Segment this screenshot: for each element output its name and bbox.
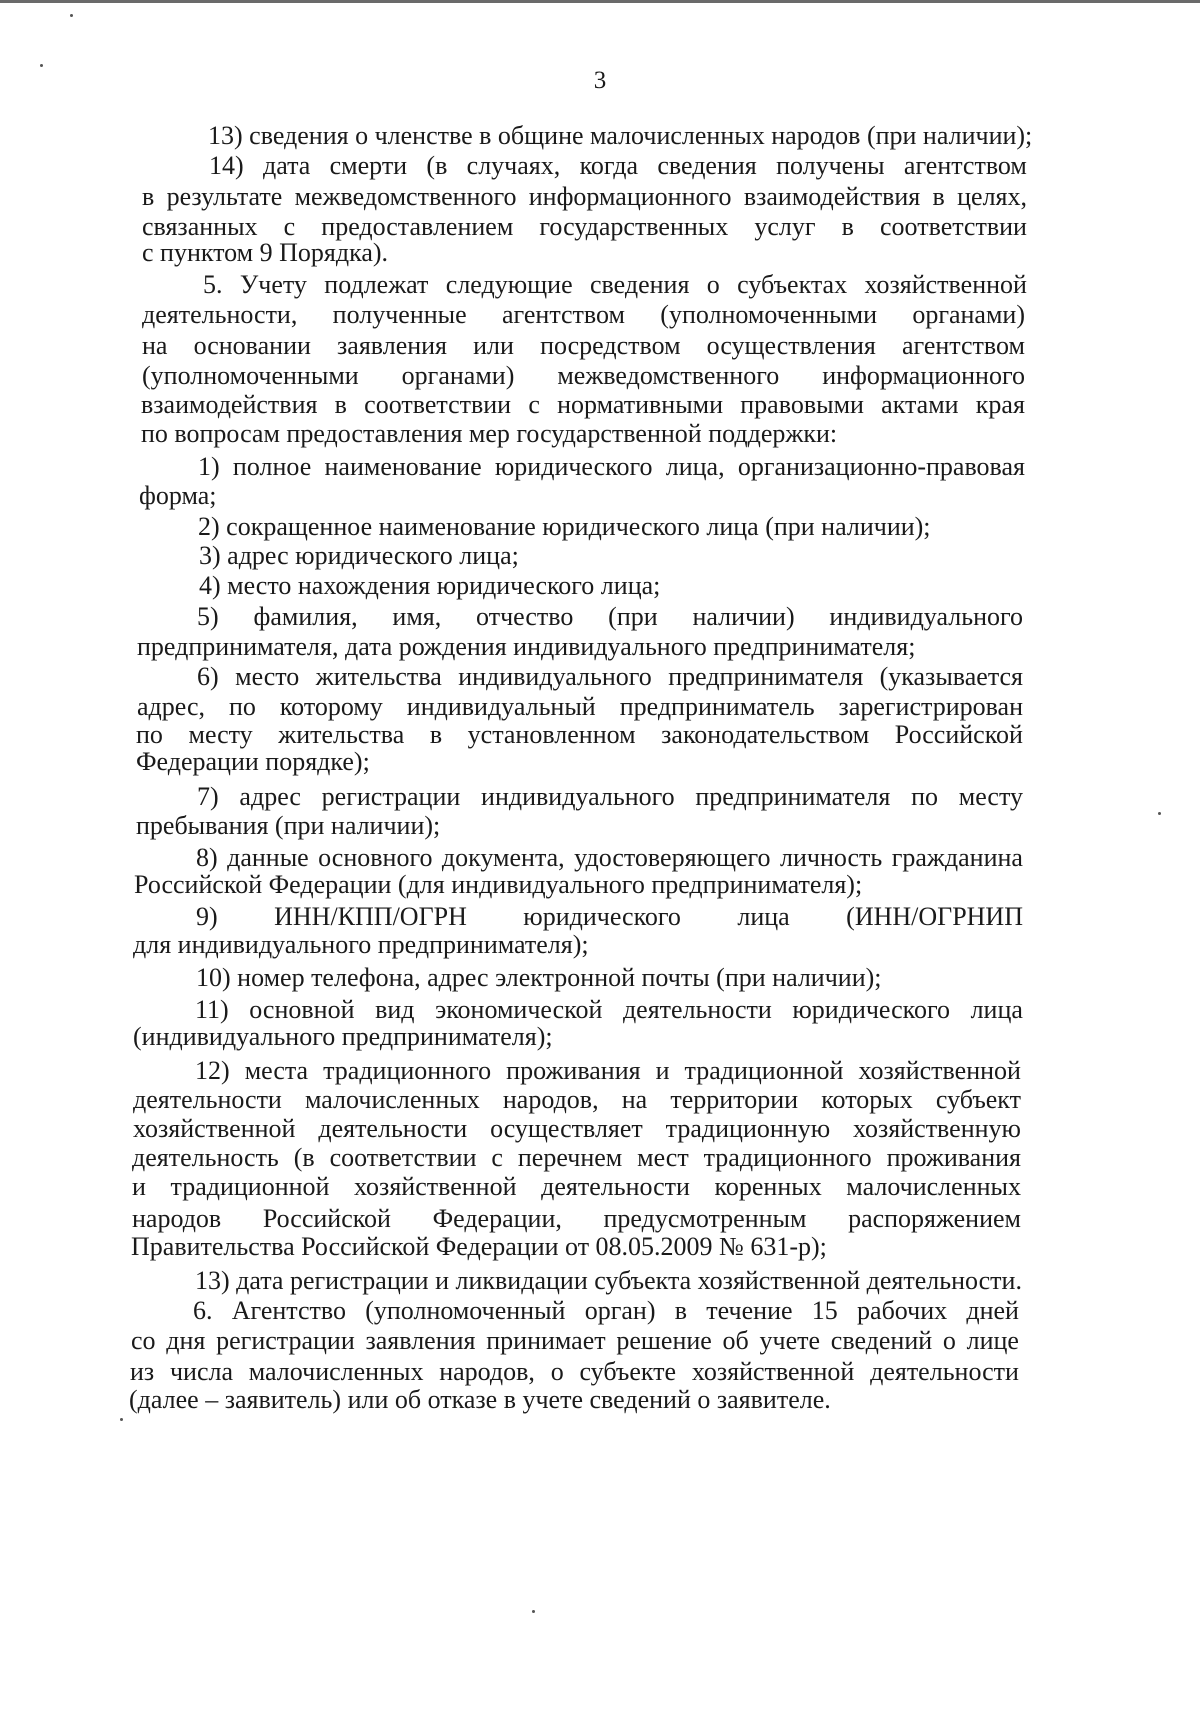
text-line: (индивидуального предпринимателя); <box>133 1022 553 1051</box>
text-line: Правительства Российской Федерации от 08.05.2009 № 631-р); <box>131 1232 827 1261</box>
text-line: хозяйственной деятельности осуществляет традиционную хозяйственную <box>133 1114 1021 1143</box>
text-line: (далее – заявитель) или об отказе в учете сведений о заявителе. <box>129 1385 831 1414</box>
page-number: 3 <box>593 67 607 94</box>
text-line: 6. Агентство (уполномоченный орган) в течение 15 рабочих дней <box>193 1296 1019 1325</box>
text-line: Федерации порядке); <box>136 747 370 776</box>
text-line: 8) данные основного документа, удостоверяющего личность гражданина <box>196 843 1023 872</box>
text-line: форма; <box>139 481 217 510</box>
text-line: деятельности малочисленных народов, на территории которых субъект <box>133 1085 1021 1114</box>
text-line: 14) дата смерти (в случаях, когда сведения получены агентством <box>209 151 1027 180</box>
text-line: предпринимателя, дата рождения индивидуального предпринимателя; <box>137 632 916 661</box>
text-line: 11) основной вид экономической деятельности юридического лица <box>195 995 1023 1024</box>
text-line: из числа малочисленных народов, о субъекте хозяйственной деятельности <box>130 1357 1019 1386</box>
text-line: на основании заявления или посредством осуществления агентством <box>142 331 1025 360</box>
text-line: 13) дата регистрации и ликвидации субъекта хозяйственной деятельности. <box>195 1266 1022 1295</box>
text-line: 2) сокращенное наименование юридического лица (при наличии); <box>198 512 931 541</box>
text-line: взаимодействия в соответствии с нормативными правовыми актами края <box>141 390 1025 419</box>
text-line: 6) место жительства индивидуального предпринимателя (указывается <box>197 662 1023 691</box>
text-line: пребывания (при наличии); <box>136 811 441 840</box>
text-line: в результате межведомственного информационного взаимодействия в целях, <box>142 182 1027 211</box>
text-line: 13) сведения о членстве в общине малочисленных народов (при наличии); <box>208 121 1033 150</box>
text-line: 5) фамилия, имя, отчество (при наличии) индивидуального <box>197 602 1023 631</box>
text-line: 3) адрес юридического лица; <box>199 541 519 570</box>
text-line: 5. Учету подлежат следующие сведения о субъектах хозяйственной <box>203 270 1027 299</box>
text-line: 9) ИНН/КПП/ОГРН юридического лица (ИНН/ОГРНИП <box>196 902 1023 931</box>
text-line: по вопросам предоставления мер государственной поддержки: <box>141 419 838 448</box>
text-line: Российской Федерации (для индивидуального предпринимателя); <box>134 870 863 899</box>
text-line: с пунктом 9 Порядка). <box>142 238 389 267</box>
text-line: деятельности, полученные агентством (уполномоченными органами) <box>142 300 1025 329</box>
text-line: для индивидуального предпринимателя); <box>133 930 589 959</box>
text-line: 10) номер телефона, адрес электронной почты (при наличии); <box>196 963 882 992</box>
text-line: 12) места традиционного проживания и традиционной хозяйственной <box>195 1056 1021 1085</box>
text-line: и традиционной хозяйственной деятельности коренных малочисленных <box>132 1172 1021 1201</box>
text-line: (уполномоченными органами) межведомственного информационного <box>142 361 1025 390</box>
text-line: адрес, по которому индивидуальный предприниматель зарегистрирован <box>137 692 1023 721</box>
text-line: связанных с предоставлением государственных услуг в соответствии <box>142 212 1027 241</box>
text-line: 7) адрес регистрации индивидуального предпринимателя по месту <box>197 782 1023 811</box>
text-line: народов Российской Федерации, предусмотренным распоряжением <box>132 1204 1021 1233</box>
text-line: 1) полное наименование юридического лица, организационно-правовая <box>198 452 1025 481</box>
text-line: деятельность (в соответствии с перечнем мест традиционного проживания <box>132 1143 1021 1172</box>
text-line: 4) место нахождения юридического лица; <box>199 571 661 600</box>
text-line: со дня регистрации заявления принимает решение об учете сведений о лице <box>131 1326 1019 1355</box>
text-line: по месту жительства в установленном законодательством Российской <box>136 720 1023 749</box>
